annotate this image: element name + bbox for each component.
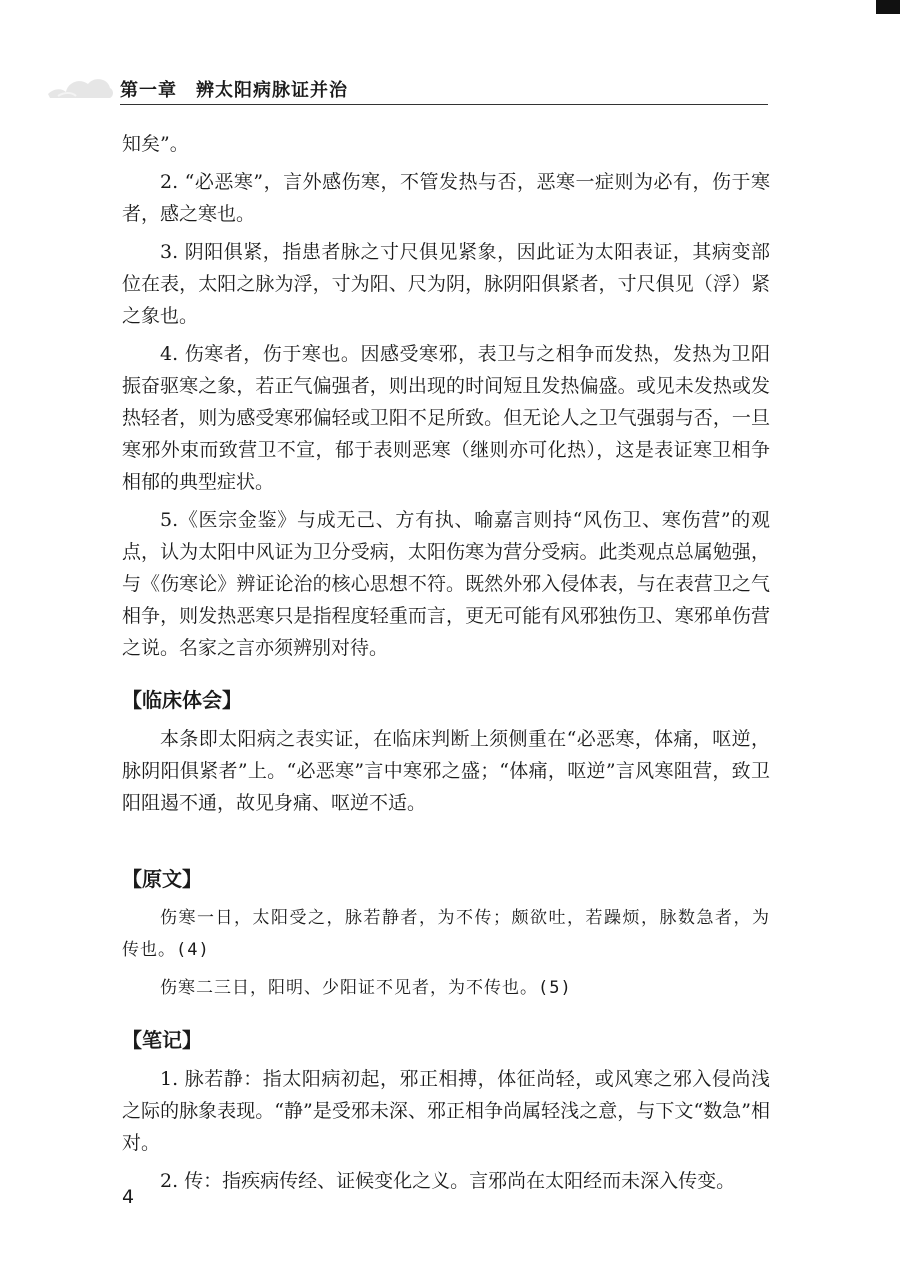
corner-mark (876, 0, 900, 14)
clinical-paragraph: 本条即太阳病之表实证，在临床判断上须侧重在“必恶寒，体痛，呕逆，脉阴阳俱紧者”上。“必恶寒”言中寒邪之盛；“体痛，呕逆”言风寒阻营，致卫阳阻遏不通，故见身痛、呕逆不适。 (122, 728, 770, 814)
section-heading-notes: 【笔记】 (122, 1028, 202, 1052)
original-text-4: 伤寒一日，太阳受之，脉若静者，为不传；颇欲吐，若躁烦，脉数急者，为传也。(4) (122, 908, 770, 960)
section-heading-clinical: 【临床体会】 (122, 688, 242, 712)
note-item-5: 5.《医宗金鉴》与成无己、方有执、喻嘉言则持“风伤卫、寒伤营”的观点，认为太阳中风证为卫分受病，太阳伤寒为营分受病。此类观点总属勉强，与《伤寒论》辨证论治的核心思想不符。既然外邪入侵体表，与在表营卫之气相争，则发热恶寒只是指程度轻重而言，更无可能有风邪独伤卫、寒邪单伤营之说。名家之言亦须辨别对待。 (122, 509, 770, 659)
header-rule (120, 104, 768, 105)
page-content (122, 128, 770, 1203)
note-item-2: 2. “必恶寒”，言外感伤寒，不管发热与否，恶寒一症则为必有，伤于寒者，感之寒也。 (122, 171, 770, 225)
chapter-title: 第一章 辨太阳病脉证并治 (120, 80, 348, 101)
notes-item-1: 1. 脉若静：指太阳病初起，邪正相搏，体征尚轻，或风寒之邪入侵尚浅之际的脉象表现。“静”是受邪未深、邪正相争尚属轻浅之意，与下文“数急”相对。 (122, 1068, 770, 1154)
running-header (44, 58, 768, 106)
note-item-3: 3. 阴阳俱紧，指患者脉之寸尺俱见紧象，因此证为太阳表证，其病变部位在表，太阳之脉为浮，寸为阳、尺为阴，脉阴阳俱紧者，寸尺俱见（浮）紧之象也。 (122, 241, 770, 327)
original-text-5: 伤寒二三日，阳明、少阳证不见者，为不传也。(5) (160, 978, 572, 998)
note-item-4: 4. 伤寒者，伤于寒也。因感受寒邪，表卫与之相争而发热，发热为卫阳振奋驱寒之象，若正气偏强者，则出现的时间短且发热偏盛。或见未发热或发热轻者，则为感受寒邪偏轻或卫阳不足所致。但无论人之卫气强弱与否，一旦寒邪外束而致营卫不宣，郁于表则恶寒（继则亦可化热），这是表证寒卫相争相郁的典型症状。 (122, 343, 770, 493)
notes-item-2: 2. 传：指疾病传经、证候变化之义。言邪尚在太阳经而未深入传变。 (160, 1170, 736, 1192)
cloud-ornament-icon (44, 68, 116, 104)
section-heading-original: 【原文】 (122, 867, 202, 891)
paragraph-continuation: 知矣”。 (122, 133, 189, 155)
page-number: 4 (122, 1186, 135, 1208)
